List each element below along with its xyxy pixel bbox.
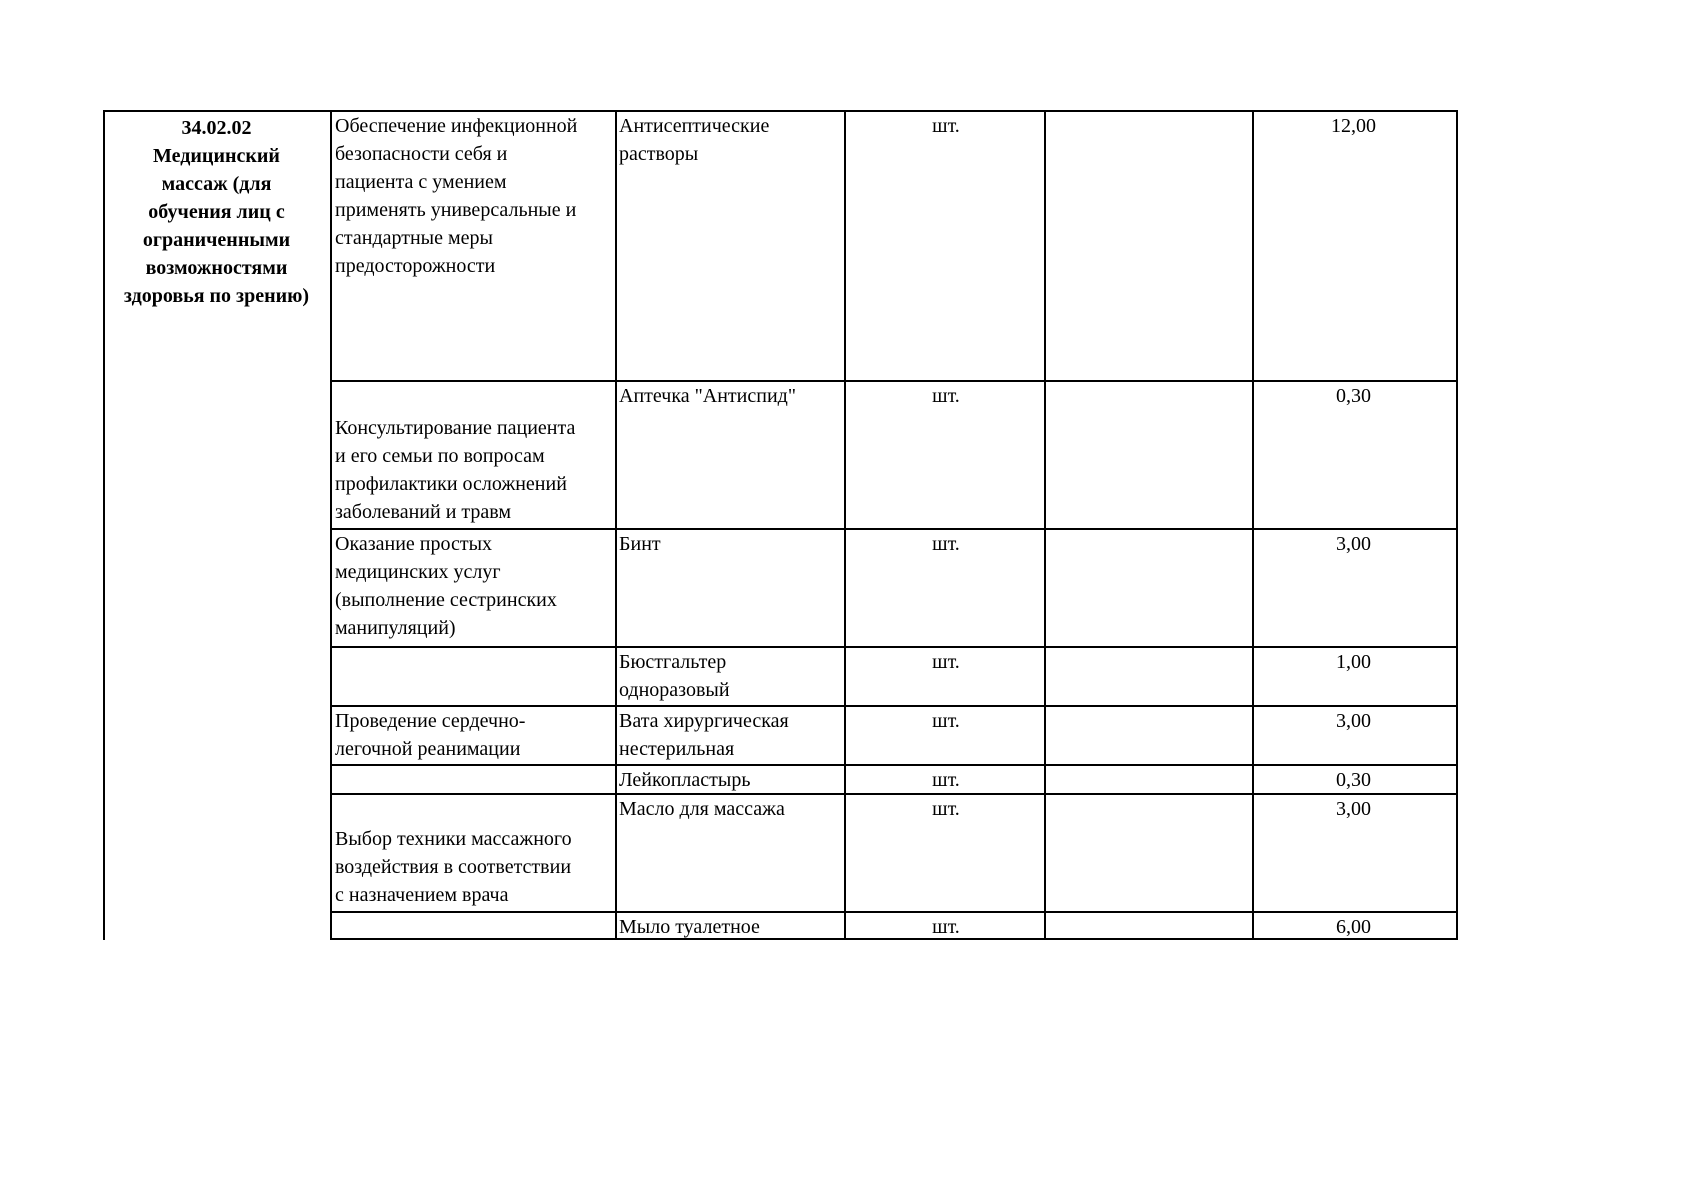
materials-table	[103, 110, 1458, 940]
competency-line: заболеваний и травм	[335, 501, 512, 523]
quantity-cell: 0,30	[1336, 769, 1371, 791]
competency-line: с назначением врача	[335, 884, 509, 906]
competency-line: пациента с умением	[335, 171, 507, 193]
competency-line: (выполнение сестринских	[335, 589, 557, 611]
unit-cell: шт.	[932, 651, 960, 673]
quantity-cell: 12,00	[1331, 115, 1376, 137]
item-line: Мыло туалетное	[619, 916, 760, 938]
row-divider	[330, 793, 1458, 795]
column-divider	[330, 110, 332, 940]
competency-line: манипуляций)	[335, 617, 456, 639]
quantity-cell: 6,00	[1336, 916, 1371, 938]
column-divider	[1044, 110, 1046, 940]
item-cell	[619, 648, 844, 704]
table-border-top	[103, 110, 1458, 112]
item-cell	[619, 707, 844, 763]
item-cell	[619, 112, 844, 168]
competency-line: применять универсальные и	[335, 199, 577, 221]
item-line: Масло для массажа	[619, 798, 785, 820]
competency-line: Обеспечение инфекционной	[335, 115, 578, 137]
competency-cell	[335, 530, 615, 642]
quantity-cell: 1,00	[1336, 651, 1371, 673]
competency-line: предосторожности	[335, 255, 496, 277]
competency-cell	[335, 112, 615, 280]
table-border-right	[1456, 110, 1458, 940]
item-line: одноразовый	[619, 679, 730, 701]
specialty-line: ограниченными	[142, 229, 291, 251]
item-cell	[619, 913, 844, 941]
item-cell	[619, 795, 844, 823]
specialty-line: 34.02.02	[181, 117, 252, 139]
quantity-cell: 3,00	[1336, 798, 1371, 820]
competency-line: Консультирование пациента	[335, 417, 576, 439]
specialty-cell	[103, 114, 330, 310]
quantity-cell: 3,00	[1336, 710, 1371, 732]
row-divider	[330, 911, 1458, 913]
item-line: Бинт	[619, 533, 661, 555]
item-line: Аптечка "Антиспид"	[619, 385, 796, 407]
row-divider	[330, 646, 1458, 648]
competency-line: Проведение сердечно-	[335, 710, 526, 732]
unit-cell: шт.	[932, 916, 960, 938]
competency-line: легочной реанимации	[335, 738, 521, 760]
competency-line: профилактики осложнений	[335, 473, 567, 495]
row-divider	[330, 705, 1458, 707]
unit-cell: шт.	[932, 533, 960, 555]
unit-cell: шт.	[932, 769, 960, 791]
item-line: Бюстгальтер	[619, 651, 727, 673]
item-line: растворы	[619, 143, 699, 165]
competency-line: Выбор техники массажного	[335, 828, 572, 850]
quantity-cell: 3,00	[1336, 533, 1371, 555]
competency-line: безопасности себя и	[335, 143, 508, 165]
specialty-line: Медицинский	[153, 145, 280, 167]
row-divider	[330, 528, 1458, 530]
item-line: Вата хирургическая	[619, 710, 789, 732]
specialty-line: обучения лиц с	[148, 201, 285, 223]
competency-line: медицинских услуг	[335, 561, 501, 583]
specialty-line: массаж (для	[161, 173, 272, 195]
unit-cell: шт.	[932, 385, 960, 407]
competency-cell	[335, 825, 615, 909]
item-line: нестерильная	[619, 738, 735, 760]
competency-cell	[335, 707, 615, 763]
competency-line: Оказание простых	[335, 533, 493, 555]
item-cell	[619, 382, 844, 410]
item-cell	[619, 530, 844, 558]
column-divider	[1252, 110, 1254, 940]
quantity-cell: 0,30	[1336, 385, 1371, 407]
unit-cell: шт.	[932, 115, 960, 137]
specialty-line: возможностями	[145, 257, 288, 279]
item-line: Лейкопластырь	[619, 769, 751, 791]
table-border-left	[103, 110, 105, 940]
competency-cell	[335, 414, 615, 526]
competency-line: стандартные меры	[335, 227, 493, 249]
item-cell	[619, 766, 844, 794]
specialty-line: здоровья по зрению)	[123, 285, 310, 307]
column-divider	[615, 110, 617, 940]
column-divider	[844, 110, 846, 940]
competency-line: воздействия в соответствии	[335, 856, 572, 878]
unit-cell: шт.	[932, 710, 960, 732]
row-divider	[330, 764, 1458, 766]
unit-cell: шт.	[932, 798, 960, 820]
row-divider	[330, 380, 1458, 382]
competency-line: и его семьи по вопросам	[335, 445, 545, 467]
table-border-bottom	[330, 938, 1458, 940]
item-line: Антисептические	[619, 115, 770, 137]
